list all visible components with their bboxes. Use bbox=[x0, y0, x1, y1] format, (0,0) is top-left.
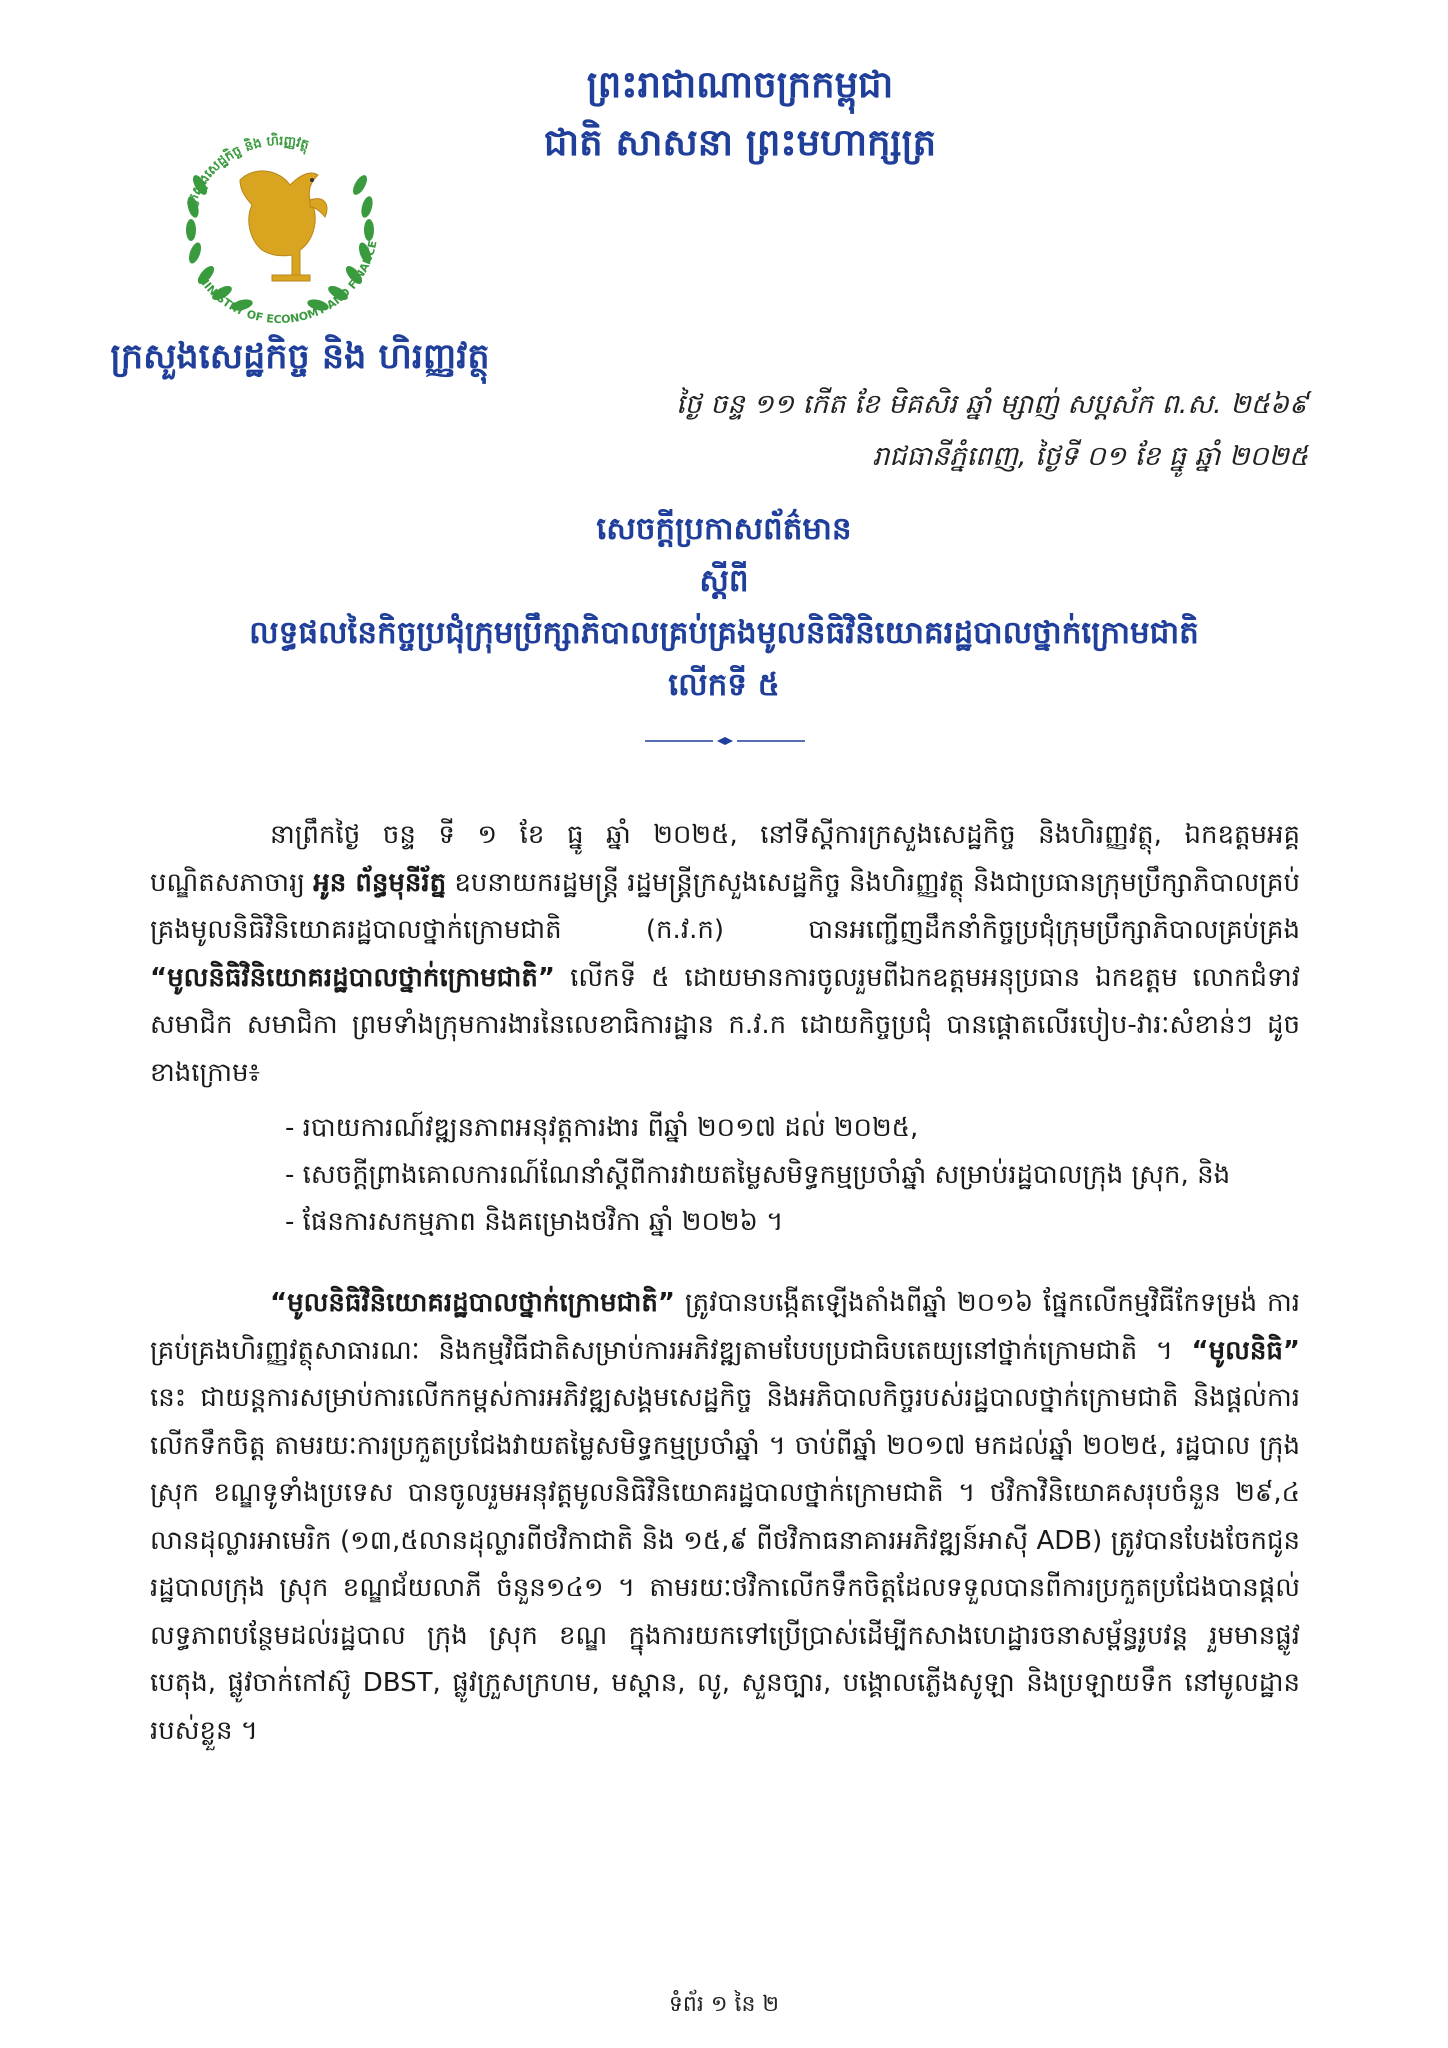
fund-name: “មូលនិធិវិនិយោគរដ្ឋបាលថ្នាក់ក្រោមជាតិ” bbox=[270, 1288, 676, 1318]
title-divider bbox=[645, 737, 805, 745]
kingdom-motto: ជាតិ សាសនា ព្រះមហាក្សត្រ bbox=[543, 121, 937, 164]
ministry-seal-icon bbox=[160, 125, 400, 325]
date-lunar: ថ្ងៃ ចន្ទ ១១ កើត ខែ មិគសិរ ឆ្នាំ ម្សាញ់ សប្តស័ក ព.ស. ២៥៦៩ bbox=[675, 389, 1308, 420]
agenda-list bbox=[285, 1105, 1315, 1246]
svg-text:MINISTRY OF ECONOMY AND FINANC: MINISTRY OF ECONOMY AND FINANCE bbox=[194, 239, 380, 325]
minister-name: អូន ព័ន្ធមុនីរ័ត្ន bbox=[313, 867, 447, 898]
announcement-title: សេចក្តីប្រកាសព័ត៌មាន bbox=[596, 511, 852, 547]
announcement-subject: លទ្ធផលនៃកិច្ចប្រជុំក្រុមប្រឹក្សាភិបាលគ្រប់គ្រងមូលនិធិវិនិយោគរដ្ឋបាលថ្នាក់ក្រោមជាតិ bbox=[249, 615, 1199, 651]
announcement-session: លើកទី ៥ bbox=[668, 667, 780, 703]
ministry-logo bbox=[160, 125, 400, 325]
body-paragraph-1 bbox=[150, 812, 1300, 1097]
page-number: ទំព័រ ១ នៃ ២ bbox=[668, 1992, 780, 2017]
para1-intro: នាព្រឹកថ្ងៃ ចន្ទ ទី ១ ខែ ធ្នូ ឆ្នាំ ២០២៥, នៅទីស្តីការក្រសួងសេដ្ឋកិច្ច និងហិរញ្ញវត្ថុ, ឯកឧត្តមអគ្គបណ្ឌិតសភាចារ្យ bbox=[150, 820, 1300, 898]
date-solar: រាជធានីភ្នំពេញ, ថ្ងៃទី ០១ ខែ ធ្នូ ឆ្នាំ ២០២៥ bbox=[872, 441, 1308, 472]
para1-agenda-intro: លើកទី ៥ ដោយមានការចូលរួមពីឯកឧត្តមអនុប្រធាន ឯកឧត្តម លោកជំទាវ សមាជិក សមាជិកា ព្រមទាំងក្រុមការងារនៃលេខាធិការដ្ឋាន ក.វ.ក ដោយកិច្ចប្រជុំ បានផ្តោតលើរបៀប-វារៈសំខាន់ៗ ដូចខាងក្រោម៖ bbox=[150, 962, 1301, 1088]
kingdom-title: ព្រះរាជាណាចក្រកម្ពុជា bbox=[586, 63, 894, 106]
para2-details: នេះ ជាយន្តការសម្រាប់ការលើកកម្ពស់ការអភិវឌ្ឍសង្គមសេដ្ឋកិច្ច និងអភិបាលកិច្ចរបស់រដ្ឋបាលថ្នាក់ក្រោមជាតិ និងផ្តល់ការលើកទឹកចិត្ត តាមរយៈការប្រកួតប្រជែងវាយតម្លៃសមិទ្ធកម្មប្រចាំឆ្នាំ ។ ចាប់ពីឆ្នាំ ២០១៧ មកដល់ឆ្នាំ ២០២៥, រដ្ឋបាល ក្រុង ស្រុក ខណ្ឌទូទាំងប្រទេស បានចូលរួមអនុវត្តមូលនិធិវិនិយោគរដ្ឋបាលថ្នាក់ក្រោមជាតិ ។ ថវិកាវិនិយោគសរុបចំនួន ២៩,៤ លានដុល្លារអាមេរិក (១៣,៥លានដុល្លារពីថវិកាជាតិ និង ១៥,៩ ពីថវិកាធនាគារអភិវឌ្ឍន៍អាស៊ី ADB) ត្រូវបានបែងចែកជូន រដ្ឋបាលក្រុង ស្រុក ខណ្ឌជ័យលាភី ចំនួន១៤១ ។ តាមរយៈថវិកាលើកទឹកចិត្តដែលទទួលបានពីការប្រកួតប្រជែងបានផ្តល់លទ្ធភាពបន្ថែមដល់រដ្ឋបាល ក្រុង ស្រុក ខណ្ឌ ក្នុងការយកទៅប្រើប្រាស់ដើម្បីកសាងហេដ្ឋារចនាសម្ព័ន្ធរូបវន្ត រួមមានផ្លូវបេតុង, ផ្លូវចាក់កៅស៊ូ DBST, ផ្លូវក្រួសក្រហម, មស្ពាន, លូ, សួនច្បារ, បង្គោលភ្លើងសូឡា និងប្រឡាយទឹក នៅមូលដ្ឋានរបស់ខ្លួន ។ bbox=[150, 1383, 1300, 1746]
fund-short-name: “មូលនិធិ” bbox=[1191, 1335, 1300, 1366]
agenda-item: - ផែនការសកម្មភាព និងគម្រោងថវិកា ឆ្នាំ ២០២៦ ។ bbox=[285, 1207, 784, 1237]
ministry-name: ក្រសួងសេដ្ឋកិច្ច និង ហិរញ្ញវត្ថុ bbox=[110, 337, 490, 377]
agenda-item: - សេចក្តីព្រាងគោលការណ៍ណែនាំស្តីពីការវាយតម្លៃសមិទ្ធកម្មប្រចាំឆ្នាំ សម្រាប់រដ្ឋបាលក្រុង ស្រុក, និង bbox=[285, 1160, 1231, 1190]
announcement-subject-label: ស្តីពី bbox=[699, 563, 749, 599]
para2-background: ត្រូវបានបង្កើតឡើងតាំងពីឆ្នាំ ២០១៦ ផ្នែកលើកម្មវិធីកែទម្រង់ ការគ្រប់គ្រងហិរញ្ញវត្ថុសាធារណៈ និងកម្មវិធីជាតិសម្រាប់ការអភិវឌ្ឍតាមបែបប្រជាធិបតេយ្យនៅថ្នាក់ក្រោមជាតិ ។ bbox=[150, 1288, 1300, 1366]
agenda-item: - របាយការណ៍វឌ្ឍនភាពអនុវត្តការងារ ពីឆ្នាំ ២០១៧ ដល់ ២០២៥, bbox=[285, 1113, 919, 1143]
svg-text:ក្រសួងសេដ្ឋកិច្ច និង ហិរញ្ញវត្: ក្រសួងសេដ្ឋកិច្ច និង ហិរញ្ញវត្ថុ bbox=[184, 133, 311, 209]
para1-role: ឧបនាយករដ្ឋមន្ត្រី រដ្ឋមន្ត្រីក្រសួងសេដ្ឋកិច្ច និងហិរញ្ញវត្ថុ និងជាប្រធានក្រុមប្រឹក្សាភិបាលគ្រប់គ្រងមូលនិធិវិនិយោគរដ្ឋបាលថ្នាក់ក្រោមជាតិ (ក.វ.ក) បានអញ្ជើញដឹកនាំកិច្ចប្រជុំក្រុមប្រឹក្សាភិបាលគ្រប់គ្រង bbox=[150, 867, 1300, 945]
fund-name: “មូលនិធិវិនិយោគរដ្ឋបាលថ្នាក់ក្រោមជាតិ” bbox=[150, 962, 556, 993]
body-paragraph-2 bbox=[150, 1280, 1300, 1755]
